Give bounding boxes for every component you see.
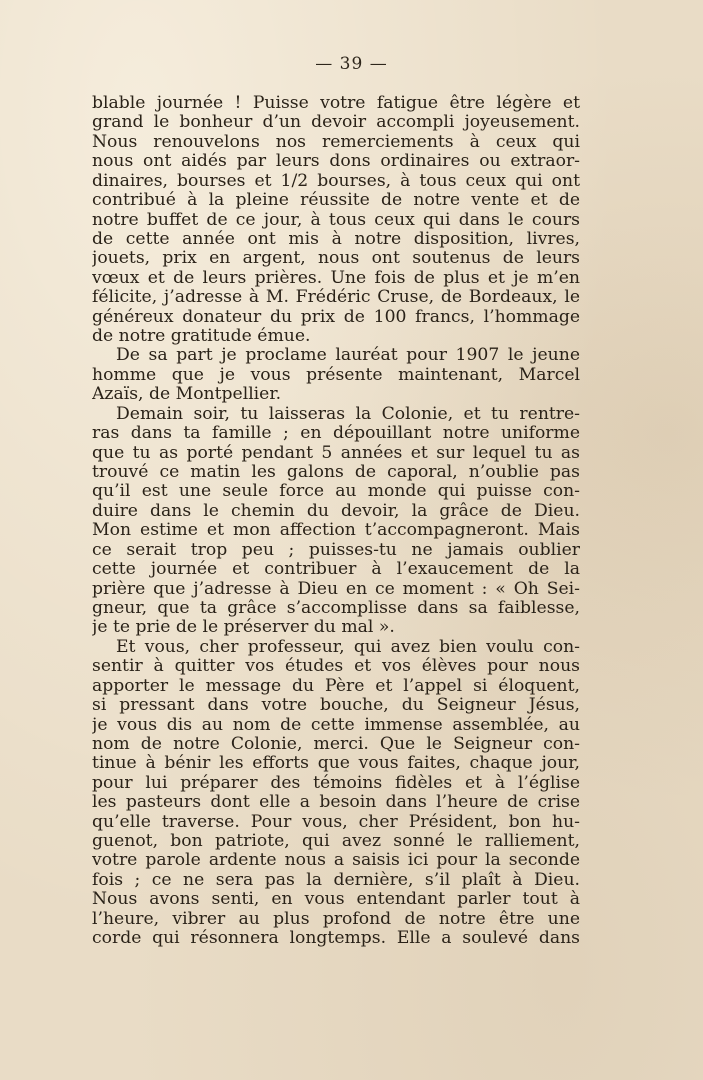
text-line: prière que j’adresse à Dieu en ce moment : « Oh Sei- — [92, 579, 580, 599]
text-line: Nous renouvelons nos remerciements à ceux qui — [92, 132, 580, 152]
text-line: Demain soir, tu laisseras la Colonie, et tu rentre- — [116, 404, 580, 424]
text-line: homme que je vous présente maintenant, Marcel — [92, 365, 580, 385]
text-line: fois ; ce ne sera pas la dernière, s’il plaît à Dieu. — [92, 870, 580, 890]
text-line: si pressant dans votre bouche, du Seigneur Jésus, — [92, 696, 580, 716]
body-text — [92, 94, 580, 949]
text-line: apporter le message du Père et l’appel si éloquent, — [92, 676, 580, 696]
text-line: je te prie de le préserver du mal ». — [92, 618, 395, 638]
text-line: cette journée et contribuer à l’exaucement de la — [92, 560, 580, 580]
text-line: ce serait trop peu ; puisses-tu ne jamais oublier — [92, 540, 580, 560]
text-line: jouets, prix en argent, nous ont soutenus de leurs — [92, 249, 580, 269]
paragraph-3 — [92, 405, 580, 638]
text-line: les pasteurs dont elle a besoin dans l’heure de crise — [92, 793, 580, 813]
text-line: de notre gratitude émue. — [92, 327, 311, 347]
text-line: dinaires, bourses et 1/2 bourses, à tous ceux qui ont — [92, 171, 580, 191]
text-line: l’heure, vibrer au plus profond de notre être une — [92, 909, 580, 929]
text-line: tinue à bénir les efforts que vous faites, chaque jour, — [92, 754, 580, 774]
paragraph-2 — [92, 346, 580, 404]
text-line: ras dans ta famille ; en dépouillant notre uniforme — [92, 424, 580, 444]
text-line: Nous avons senti, en vous entendant parler tout à — [92, 890, 580, 910]
paragraph-4 — [92, 638, 580, 949]
text-line: trouvé ce matin les galons de caporal, n’oublie pas — [92, 463, 580, 483]
page-number: — 39 — — [315, 54, 388, 74]
text-line: qu’elle traverse. Pour vous, cher Président, bon hu- — [92, 812, 580, 832]
text-line: gneur, que ta grâce s’accomplisse dans sa faiblesse, — [92, 598, 580, 618]
text-line: guenot, bon patriote, qui avez sonné le ralliement, — [92, 832, 580, 852]
text-line: qu’il est une seule force au monde qui puisse con- — [92, 482, 580, 502]
text-line: votre parole ardente nous a saisis ici pour la seconde — [92, 851, 580, 871]
text-line: duire dans le chemin du devoir, la grâce de Dieu. — [92, 501, 580, 521]
text-line: De sa part je proclame lauréat pour 1907 le jeune — [116, 346, 580, 366]
text-line: contribué à la pleine réussite de notre vente et de — [92, 191, 580, 211]
text-line: Et vous, cher professeur, qui avez bien voulu con- — [116, 637, 580, 657]
text-line: de cette année ont mis à notre disposition, livres, — [92, 229, 580, 249]
paragraph-1 — [92, 94, 580, 346]
text-line: notre buffet de ce jour, à tous ceux qui dans le cours — [92, 210, 580, 230]
text-line: sentir à quitter vos études et vos élèves pour nous — [92, 657, 580, 677]
text-line: vœux et de leurs prières. Une fois de plus et je m’en — [92, 268, 580, 288]
text-line: nous ont aidés par leurs dons ordinaires ou extraor- — [92, 152, 580, 172]
text-line: corde qui résonnera longtemps. Elle a soulevé dans — [92, 929, 580, 949]
text-line: pour lui préparer des témoins fidèles et à l’église — [92, 773, 580, 793]
text-line: blable journée ! Puisse votre fatigue être légère et — [92, 94, 580, 113]
text-line: que tu as porté pendant 5 années et sur lequel tu as — [92, 443, 580, 463]
text-line: Azaïs, de Montpellier. — [92, 385, 282, 405]
text-line: nom de notre Colonie, merci. Que le Seigneur con- — [92, 734, 580, 754]
text-line: je vous dis au nom de cette immense assemblée, au — [92, 715, 580, 735]
text-line: Mon estime et mon affection t’accompagneront. Mais — [92, 521, 580, 541]
text-line: grand le bonheur d’un devoir accompli joyeusement. — [92, 113, 580, 133]
text-line: généreux donateur du prix de 100 francs, l’hommage — [92, 307, 580, 327]
text-line: félicite, j’adresse à M. Frédéric Cruse, de Bordeaux, le — [92, 288, 580, 308]
